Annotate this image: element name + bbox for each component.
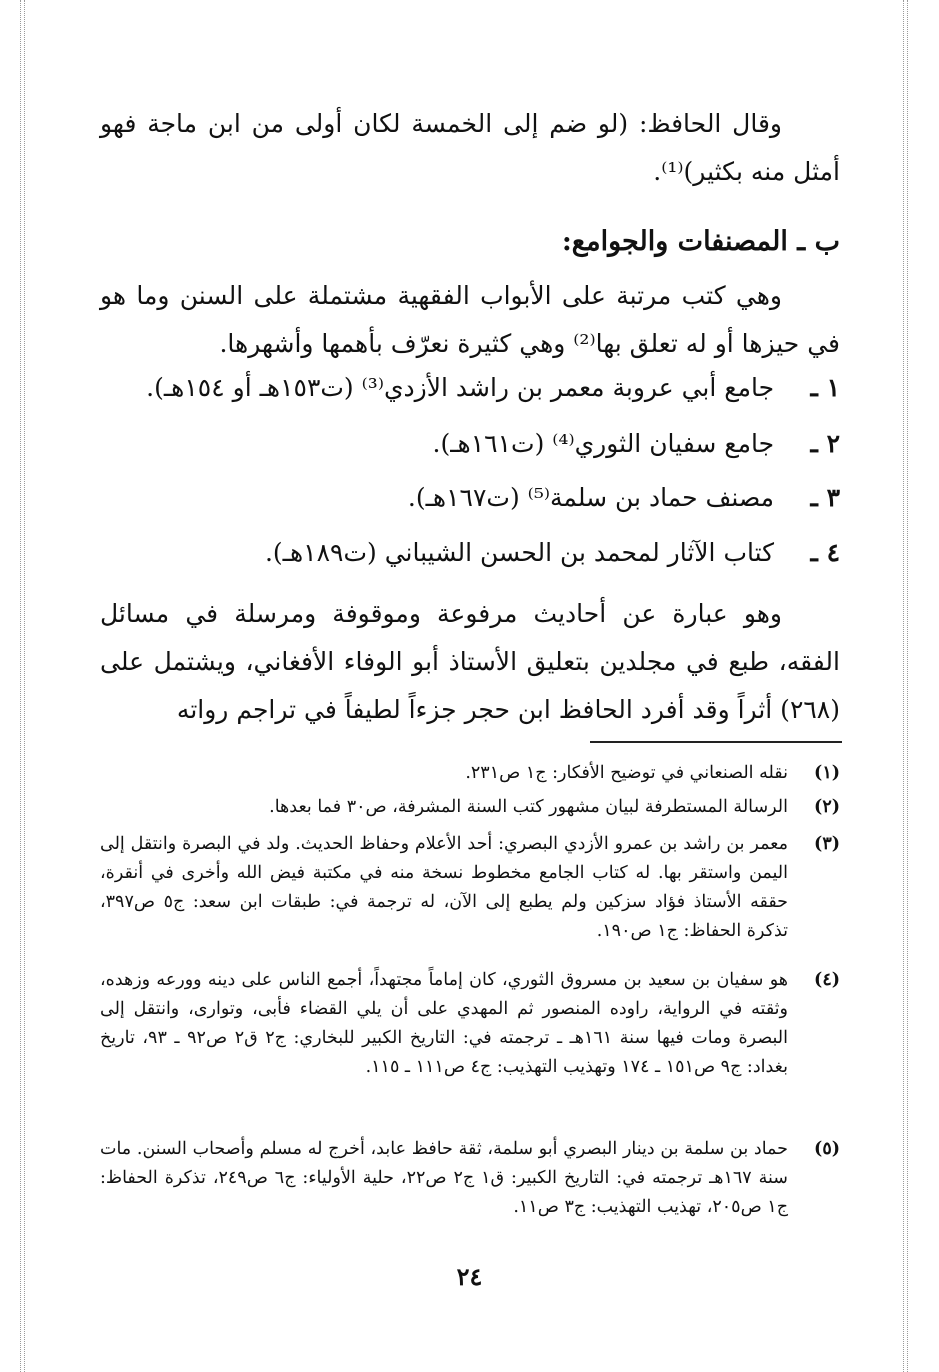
list-item-text: كتاب الآثار لمحمد بن الحسن الشيباني (ت١٨٩هـ).	[264, 538, 775, 567]
list-item-number: ١ ـ	[810, 373, 840, 402]
footnote	[100, 1135, 840, 1222]
scan-edge-line	[907, 0, 908, 1372]
paragraph-after: وهو عبارة عن أحاديث مرفوعة وموقوفة ومرسلة في مسائل الفقه، طبع في مجلدين بتعليق الأستاذ أبو الوفاء الأفغاني، ويشتمل على (٢٦٨) أثراً وقد أفرد الحافظ ابن حجر جزءاً لطيفاً في تراجم رواته	[100, 599, 840, 724]
list-item	[100, 364, 840, 412]
footnote-number: (٣)	[814, 834, 840, 854]
section-heading: ب ـ المصنفات والجوامع:	[561, 226, 840, 257]
scan-edge-line	[903, 0, 904, 1372]
list-item-text: مصنف حماد بن سلمة⁽⁵⁾ (ت١٦٧هـ).	[407, 483, 775, 512]
footnote-text: هو سفيان بن سعيد بن مسروق الثوري، كان إماماً مجتهداً، أجمع الناس على دينه وورعه وزهده، وثقته في الرواية، راوده المنصور ثم المهدي على أن يلي القضاء فأبى، وتوارى، وانتقل إلى البصرة ومات فيها سنة ١٦١هـ ـ ترجمته في: التاريخ الكبير للبخاري: ج٢ ق٢ ص٩٢ ـ ٩٣، تاريخ بغداد: ج٩ ص١٥١ ـ ١٧٤ وتهذيب التهذيب: ج٤ ص١١١ ـ ١١٥.	[100, 970, 788, 1077]
footnote-number: (٢)	[814, 797, 840, 817]
page-number: ٢٤	[456, 1262, 483, 1291]
footnote-separator	[590, 741, 842, 743]
paragraph-intro: وهي كتب مرتبة على الأبواب الفقهية مشتملة على السنن وما هو في حيزها أو له تعلق بها⁽²⁾ وهي كثيرة نعرّف بأهمها وأشهرها.	[100, 281, 840, 358]
footnote-number: (٤)	[814, 970, 840, 990]
footnote	[100, 966, 840, 1082]
footnote-number: (١)	[814, 763, 840, 783]
paragraph-top: وقال الحافظ: (لو ضم إلى الخمسة لكان أولى من ابن ماجة فهو أمثل منه بكثير)⁽¹⁾.	[100, 109, 840, 186]
scan-edge-line	[24, 0, 25, 1372]
list-item	[100, 529, 840, 577]
footnote	[100, 830, 840, 946]
scan-edge-line	[20, 0, 21, 1372]
list-item	[100, 474, 840, 522]
list-item-number: ٣ ـ	[810, 483, 840, 512]
list-item-text: جامع أبي عروبة معمر بن راشد الأزدي⁽³⁾ (ت١٥٣هـ أو ١٥٤هـ).	[146, 373, 775, 402]
footnote-number: (٥)	[814, 1139, 840, 1159]
list-item-number: ٤ ـ	[810, 538, 840, 567]
list-item-number: ٢ ـ	[810, 429, 840, 458]
footnote	[100, 793, 840, 822]
list-item-text: جامع سفيان الثوري⁽⁴⁾ (ت١٦١هـ).	[432, 429, 775, 458]
footnote-text: الرسالة المستطرفة لبيان مشهور كتب السنة المشرفة، ص٣٠ فما بعدها.	[269, 797, 788, 817]
list-item	[100, 420, 840, 468]
footnote-text: نقله الصنعاني في توضيح الأفكار: ج١ ص٢٣١.	[465, 763, 788, 783]
footnote-text: معمر بن راشد بن عمرو الأزدي البصري: أحد الأعلام وحفاظ الحديث. ولد في البصرة وانتقل إلى اليمن واستقر بها. له كتاب الجامع مخطوط نسخة منه في مكتبة فيض الله وأخرى في أنقرة، حققه الأستاذ فؤاد سزكين ولم يطبع إلى الآن، له ترجمة في: طبقات ابن سعد: ج٥ ص٣٩٧، تذكرة الحفاظ: ج١ ص١٩٠.	[100, 834, 788, 941]
footnote-text: حماد بن سلمة بن دينار البصري أبو سلمة، ثقة حافظ عابد، أخرج له مسلم وأصحاب السنن. مات سنة ١٦٧هـ ترجمته في: التاريخ الكبير: ق١ ج٢ ص٢٢، حلية الأولياء: ج٦ ص٢٤٩، تذكرة الحفاظ: ج١ ص٢٠٥، تهذيب التهذيب: ج٣ ص١١.	[100, 1139, 788, 1217]
footnote	[100, 759, 840, 788]
